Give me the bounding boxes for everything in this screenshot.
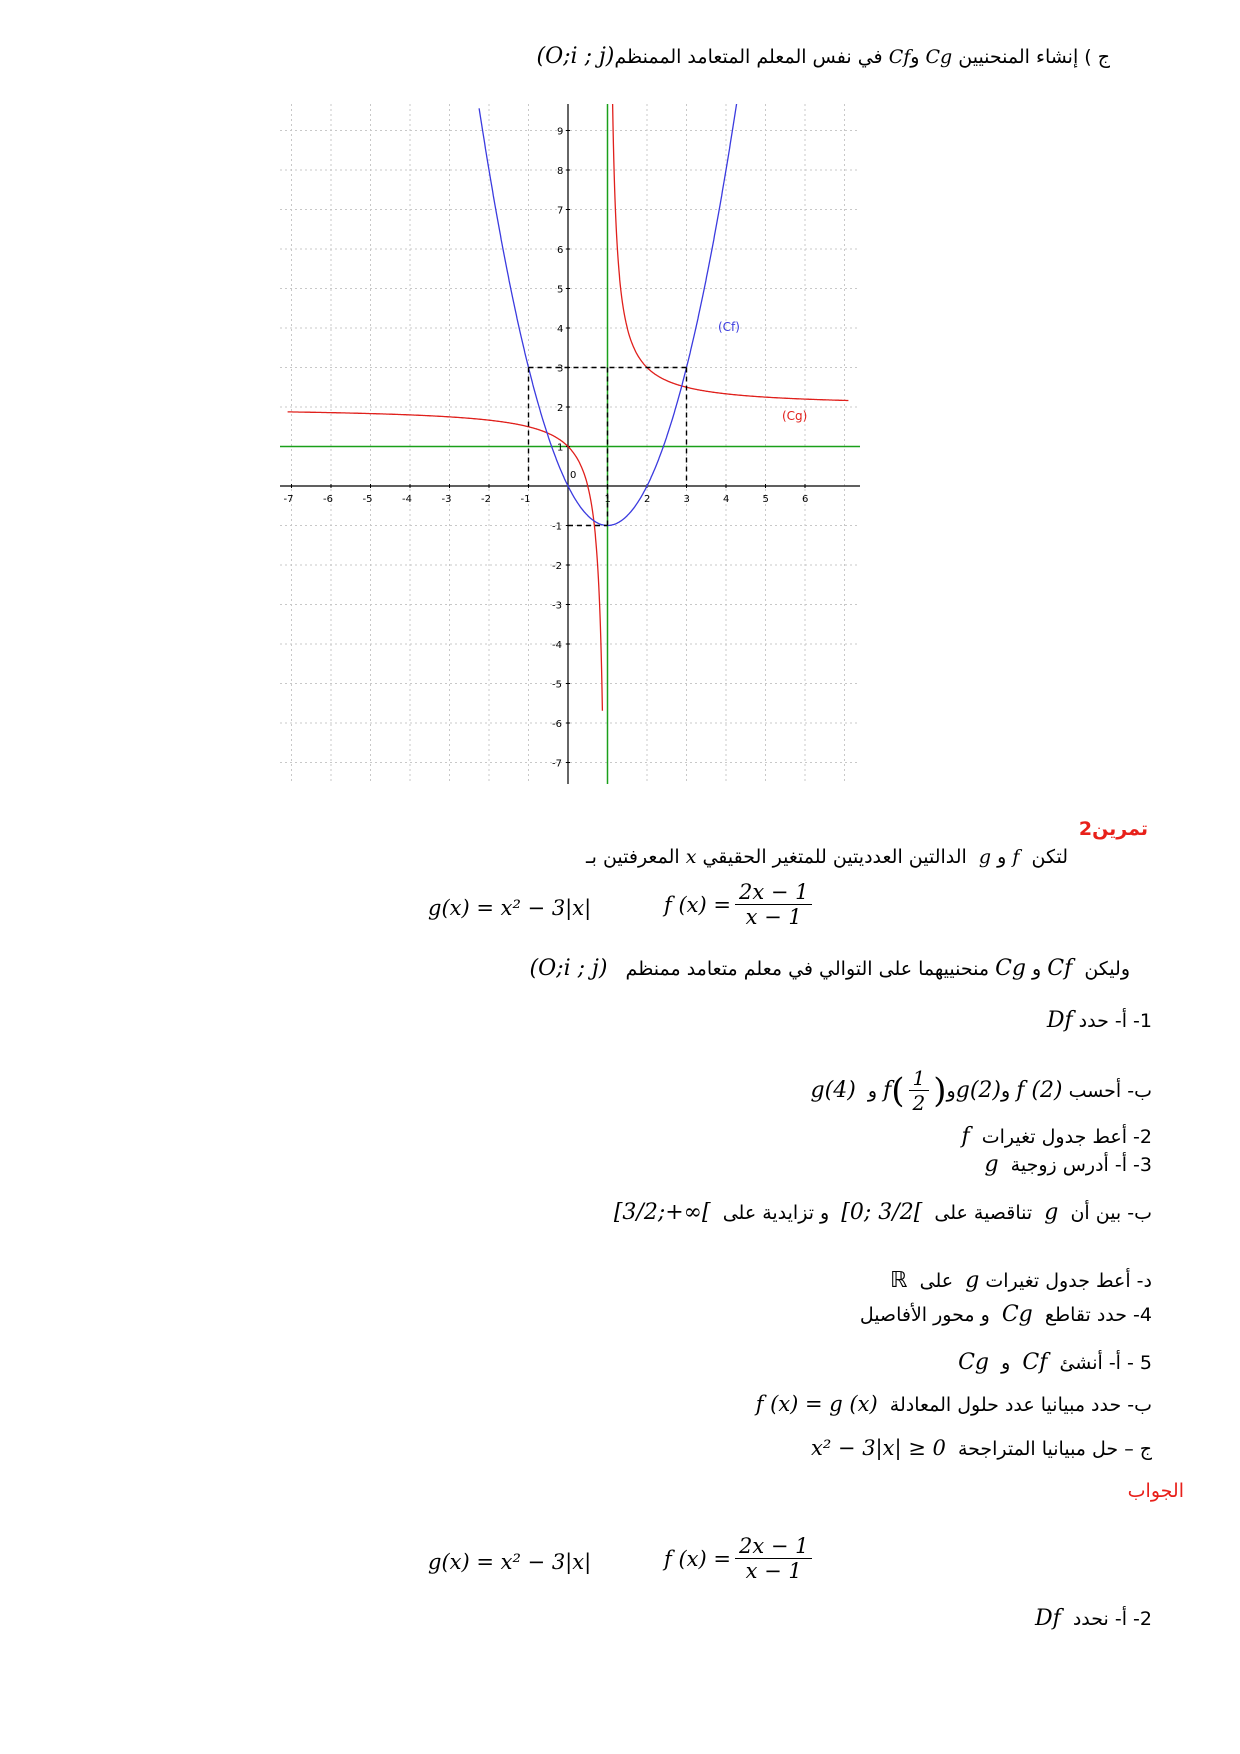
tick-labels	[284, 127, 809, 770]
x-tick-label: 3	[683, 494, 690, 505]
header-and: و	[910, 46, 920, 68]
y-tick-label: -4	[552, 640, 562, 651]
answer-q: 2- أ- نحدد Df	[1034, 1606, 1152, 1631]
x-tick-label: 0	[570, 470, 577, 481]
x-tick-label: -7	[283, 494, 294, 505]
y-tick-label: -5	[552, 679, 562, 691]
cg-curve-right	[613, 104, 849, 400]
q5a: 5 - أ- أنشئ Cf و Cg	[958, 1350, 1152, 1375]
q4: 4- حدد تقاطع Cg و محور الأفاصيل	[859, 1302, 1152, 1327]
q1b: ب- أحسب f (2) و g(2) و f ( $\frac{1}{2}$ ) و g(4)	[810, 1066, 1152, 1115]
cg-label: (Cg)	[782, 409, 808, 423]
x-tick-label: 1	[604, 494, 611, 505]
x-tick-label: 2	[644, 494, 651, 505]
y-tick-label: 8	[557, 166, 564, 177]
x-tick-label: 6	[802, 494, 809, 505]
q3b: ب- بين أن g تناقصية على [0; 3/2[ و تزايدية على [3/2;+∞[	[613, 1200, 1152, 1225]
y-tick-label: -7	[552, 758, 562, 770]
g-definition: g(x) = x² − 3|x|	[428, 896, 592, 920]
x-tick-label: -1	[520, 494, 531, 505]
x-tick-label: -6	[323, 494, 333, 505]
answer-g-definition: g(x) = x² − 3|x|	[428, 1550, 592, 1574]
x-tick-label: -4	[402, 494, 412, 505]
y-tick-label: 9	[557, 126, 564, 138]
q5b: ب- حدد مبيانيا عدد حلول المعادلة f (x) = g (x)	[755, 1392, 1152, 1416]
cf-curve	[479, 104, 737, 526]
axes	[280, 104, 860, 784]
exercise-title: تمرين2	[1078, 818, 1148, 840]
header-frame: (O;i ; j)	[536, 44, 615, 69]
q5c: ج – حل مبيانيا المتراجحة x² − 3|x| ≥ 0	[810, 1436, 1152, 1460]
x-tick-label: 4	[723, 494, 730, 505]
y-tick-label: -6	[552, 719, 562, 730]
y-tick-label: 1	[557, 442, 564, 454]
cf-label: (Cf)	[718, 320, 740, 334]
x-tick-label: -2	[481, 494, 491, 505]
f-definition: f (x) = $\frac{2x - 1}{x - 1}$	[664, 880, 816, 929]
header-cg: Cg	[925, 46, 953, 68]
header-cf: Cf	[888, 46, 911, 68]
grid	[280, 104, 860, 784]
exercise-intro: لتكن f و g الدالتين العدديتين للمتغير الحقيقي x المعرفتين بـ	[586, 846, 1068, 868]
function-graph	[280, 104, 860, 784]
x-tick-label: -5	[362, 494, 373, 505]
y-tick-label: 5	[557, 284, 564, 296]
header-text: ج ) إنشاء المنحنيين	[958, 46, 1110, 68]
y-tick-label: 3	[557, 363, 564, 375]
y-tick-label: -3	[552, 600, 562, 612]
answer-title: الجواب	[1127, 1480, 1184, 1502]
y-tick-label: 4	[557, 324, 564, 335]
q1a: 1- أ- حدد Df	[1046, 1008, 1152, 1033]
y-tick-label: 7	[557, 205, 564, 217]
x-tick-label: -3	[441, 494, 452, 505]
answer-f-definition: f (x) = $\frac{2x - 1}{x - 1}$	[664, 1534, 816, 1583]
header-same-frame: في نفس المعلم المتعامد الممنظم	[614, 46, 883, 68]
q3d: د- أعط جدول تغيرات g على ℝ	[890, 1268, 1152, 1293]
y-tick-label: 2	[557, 403, 564, 414]
q3a: 3- أ- أدرس زوجية g	[984, 1152, 1152, 1177]
y-tick-label: -2	[552, 561, 562, 572]
q2: 2- أعط جدول تغيرات f	[961, 1124, 1152, 1149]
y-tick-label: -1	[552, 521, 562, 533]
header-line	[537, 44, 1110, 69]
x-tick-label: 5	[762, 494, 769, 505]
y-tick-label: 6	[557, 245, 564, 256]
curves-definition: وليكن Cf و Cg منحنييهما على التوالي في معلم متعامد ممنظم (O;i ; j)	[529, 956, 1130, 981]
